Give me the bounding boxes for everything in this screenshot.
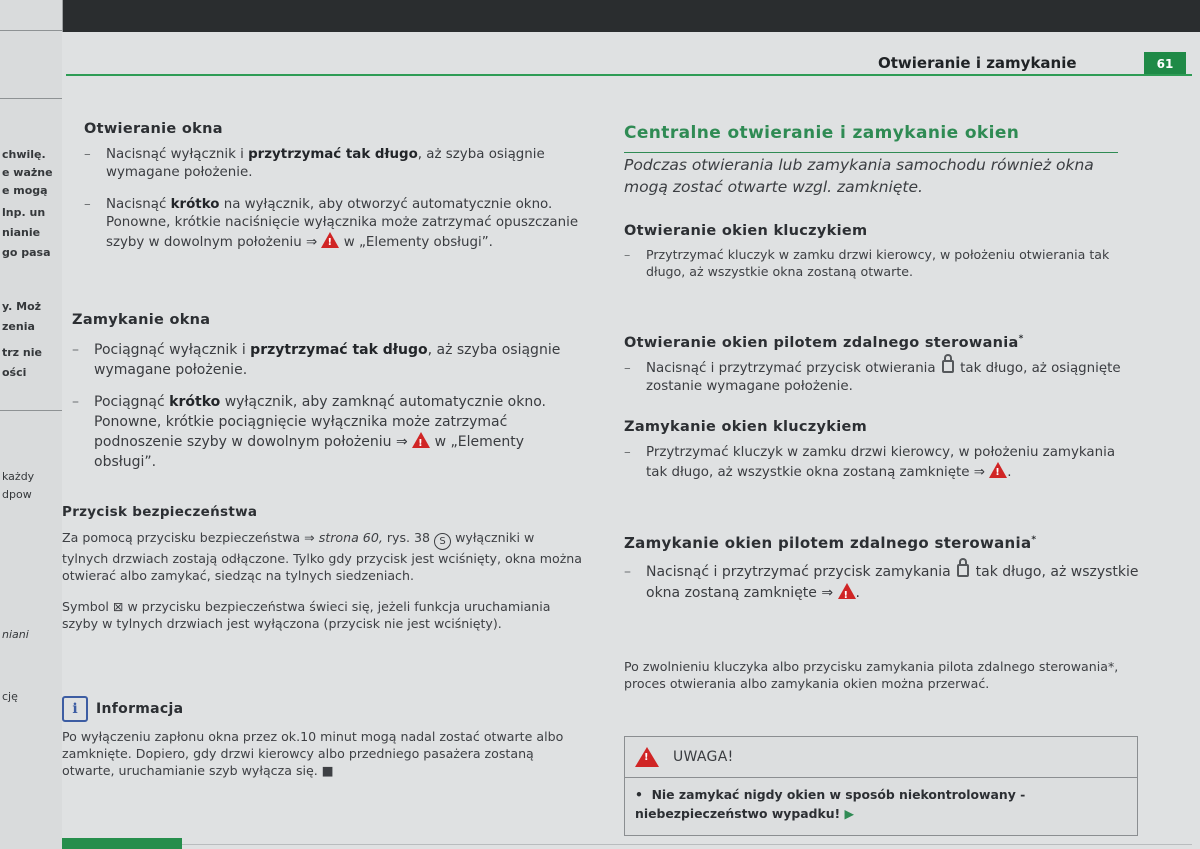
list-item-text: Nacisnąć i przytrzymać przycisk zamykania tak długo, aż wszystkie okna zostaną zamknięte ⇒ !. xyxy=(646,562,1144,604)
dash-bullet: – xyxy=(84,147,91,162)
title-rule xyxy=(624,152,1118,153)
footer-tab xyxy=(62,838,182,849)
list-item-text: Nacisnąć i przytrzymać przycisk otwierania tak długo, aż osiągnięte zostanie wymagane położenie. xyxy=(646,360,1121,394)
list-item xyxy=(84,146,584,182)
page-fragment: nianie xyxy=(2,226,41,239)
figure-callout-s: S xyxy=(434,533,451,550)
dash-bullet: – xyxy=(624,564,631,580)
page-fragment: e mogą xyxy=(2,184,48,197)
warning-icon xyxy=(321,232,339,248)
page-fragment: dpow xyxy=(2,488,32,501)
intro-text: Podczas otwierania lub zamykania samochodu również okna mogą zostać otwarte wzgl. zamknięte. xyxy=(624,156,1094,196)
list-item-text: Przytrzymać kluczyk w zamku drzwi kierowcy, w położeniu otwierania tak długo, aż wszystkie okna zostaną otwarte. xyxy=(646,247,1110,279)
section-window-closing xyxy=(72,310,582,472)
previous-page-edge xyxy=(0,0,63,849)
list-item-text: Przytrzymać kluczyk w zamku drzwi kierowcy, w położeniu zamykania tak długo, aż wszystkie okna zostaną zamknięte ⇒ !. xyxy=(646,444,1134,482)
running-header: Otwieranie i zamykanie xyxy=(878,54,1077,72)
footer-rule xyxy=(182,844,1192,845)
page-fragment: chwilę. xyxy=(2,148,46,161)
page-fragment: każdy xyxy=(2,470,35,483)
info-title: Informacja xyxy=(96,700,184,717)
page-number-badge: 61 xyxy=(1144,52,1186,76)
list-item xyxy=(624,562,1144,604)
dash-bullet: – xyxy=(84,197,91,212)
dash-bullet: – xyxy=(624,445,631,460)
dash-bullet: – xyxy=(72,394,79,410)
page-fragment: y. Moż xyxy=(2,300,42,313)
warning-icon xyxy=(838,583,856,599)
section-title: Otwieranie okna xyxy=(84,121,223,137)
list-item xyxy=(72,392,582,472)
continue-arrow-icon: ▶ xyxy=(844,806,855,821)
info-text: Po wyłączeniu zapłonu okna przez ok.10 minut mogą nadal zostać otwarte albo zamknięte. Dopiero, gdy drzwi kierowcy albo przedniego pasażera zostaną otwarte, uruchamianie szyb wyłącza się. ■ xyxy=(62,729,564,778)
warning-header xyxy=(625,737,1137,778)
warning-label: UWAGA! xyxy=(673,749,734,765)
warning-icon xyxy=(412,432,430,448)
paragraph: Po zwolnieniu kluczyka albo przycisku zamykania pilota zdalnego sterowania*, proces otwierania albo zamykania okien można przerwać. xyxy=(624,659,1119,691)
warning-icon xyxy=(989,462,1007,478)
warning-icon xyxy=(635,747,659,767)
header-rule xyxy=(66,74,1192,76)
list-item xyxy=(624,444,1134,482)
section-title: Zamykanie okna xyxy=(72,312,211,328)
warning-box xyxy=(624,736,1138,836)
list-item xyxy=(624,246,1134,280)
divider xyxy=(0,30,62,31)
warning-text: • Nie zamykać nigdy okien w sposób niekontrolowany - niebezpieczeństwo wypadku! ▶ xyxy=(635,787,1026,821)
list-item-text: Pociągnąć krótko wyłącznik, aby zamknąć automatycznie okno. Ponowne, krótkie pociągnięcie wyłącznika może zatrzymać podnoszenie szyby w dowolnym położeniu ⇒ ! w „Elementy obsługi”. xyxy=(94,392,582,472)
info-box xyxy=(62,696,582,779)
section-title: Otwieranie okien pilotem zdalnego sterowania* xyxy=(624,334,1024,351)
section-open-with-key xyxy=(624,222,1134,280)
list-item xyxy=(624,360,1144,396)
dash-bullet: – xyxy=(624,360,631,376)
section-title: Przycisk bezpieczeństwa xyxy=(62,504,258,520)
list-item-text: Pociągnąć wyłącznik i przytrzymać tak długo, aż szyba osiągnie wymagane położenie. xyxy=(94,342,561,378)
divider xyxy=(0,98,62,99)
section-title: Otwieranie okien kluczykiem xyxy=(624,223,868,239)
section-safety-button xyxy=(62,504,582,632)
page-fragment: cję xyxy=(2,690,18,703)
page-fragment: ości xyxy=(2,366,27,379)
section-window-opening xyxy=(84,120,584,252)
list-item-text: Nacisnąć wyłącznik i przytrzymać tak długo, aż szyba osiągnie wymagane położenie. xyxy=(106,147,545,180)
dash-bullet: – xyxy=(72,342,79,358)
page-fragment: go pasa xyxy=(2,246,51,259)
page-fragment: trz nie xyxy=(2,346,42,359)
section-central-windows xyxy=(624,124,1124,198)
list-item xyxy=(84,196,584,252)
section-close-with-key xyxy=(624,418,1134,482)
list-item-text: Nacisnąć krótko na wyłącznik, aby otworzyć automatycznie okno. Ponowne, krótkie naciśnięcie wyłącznika może zatrzymać opuszczanie szyby w dowolnym położeniu ⇒ ! w „Elementy obsługi”. xyxy=(106,196,584,252)
page-fragment: niani xyxy=(2,628,29,641)
manual-page xyxy=(62,32,1200,849)
unlock-icon xyxy=(942,360,954,373)
page-fragment: zenia xyxy=(2,320,35,333)
lock-icon xyxy=(957,564,969,577)
section-open-with-remote xyxy=(624,330,1144,396)
divider xyxy=(0,410,62,411)
section-title: Zamykanie okien pilotem zdalnego sterowania* xyxy=(624,534,1037,552)
list-item xyxy=(72,340,582,380)
section-close-with-remote xyxy=(624,530,1144,604)
info-header xyxy=(62,696,582,722)
info-icon: i xyxy=(62,696,88,722)
page-fragment: e ważne xyxy=(2,166,53,179)
page-fragment: lnp. un xyxy=(2,206,46,219)
section-main-title: Centralne otwieranie i zamykanie okien xyxy=(624,123,1020,143)
paragraph: Za pomocą przycisku bezpieczeństwa ⇒ strona 60, rys. 38 S wyłączniki w tylnych drzwiach zostają odłączone. Tylko gdy przycisk jest wciśnięty, okna można otwierać albo zamykać, siedząc na tylnych siedzeniach. xyxy=(62,530,583,583)
paragraph: Symbol ⊠ w przycisku bezpieczeństwa świeci się, jeżeli funkcja uruchamiania szyby w tylnych drzwiach jest wyłączona (przycisk nie jest wciśnięty). xyxy=(62,599,551,631)
section-title: Zamykanie okien kluczykiem xyxy=(624,419,868,435)
dash-bullet: – xyxy=(624,247,631,262)
